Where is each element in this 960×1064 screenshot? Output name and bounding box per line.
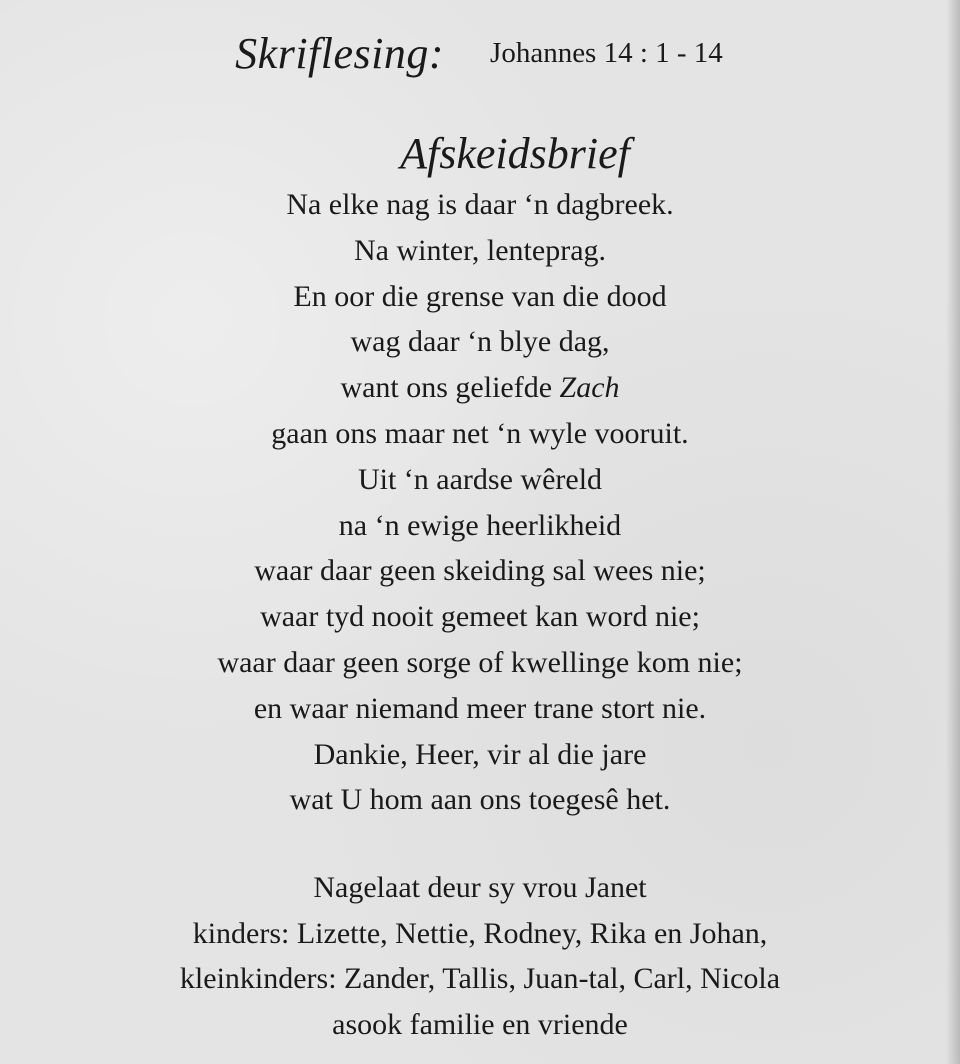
scripture-reading-header [0, 28, 960, 79]
survivors-notice [0, 865, 960, 1047]
scripture-label: Skriflesing: [235, 29, 445, 78]
poem-line: na ‘n ewige heerlikheid [338, 508, 622, 542]
poem-line: En oor die grense van die dood [293, 279, 667, 313]
poem-line: gaan ons maar net ‘n wyle vooruit. [271, 416, 689, 450]
poem-line: waar daar geen sorge of kwellinge kom nie; [217, 645, 743, 679]
grandchildren-line: kleinkinders: Zander, Tallis, Juan-tal, Carl, Nicola [179, 962, 781, 995]
poem-line: wat U hom aan ons toegesê het. [289, 783, 671, 817]
poem-line: Uit ‘n aardse wêreld [357, 462, 603, 496]
poem-title: Afskeidsbrief [400, 129, 630, 178]
scripture-reference: Johannes 14 : 1 - 14 [490, 37, 723, 69]
poem-line-text: want ons geliefde [340, 371, 560, 405]
poem-line: Na elke nag is daar ‘n dagbreek. [286, 188, 674, 221]
poem-line: waar tyd nooit gemeet kan word nie; [260, 600, 700, 634]
survived-by-line: Nagelaat deur sy vrou Janet [313, 871, 647, 904]
poem-line [0, 365, 960, 411]
poem-line: en waar niemand meer trane stort nie. [253, 691, 707, 725]
poem-line: Dankie, Heer, vir al die jare [313, 737, 647, 771]
poem-line: Na winter, lenteprag. [353, 233, 607, 267]
poem-body [0, 182, 960, 823]
poem-line: wag daar ‘n blye dag, [350, 325, 610, 359]
deceased-name: Zach [559, 371, 620, 405]
poem-line: waar daar geen skeiding sal wees nie; [254, 554, 706, 588]
family-friends-line: asook familie en vriende [332, 1007, 628, 1041]
children-line: kinders: Lizette, Nettie, Rodney, Rika en Johan, [192, 916, 768, 950]
